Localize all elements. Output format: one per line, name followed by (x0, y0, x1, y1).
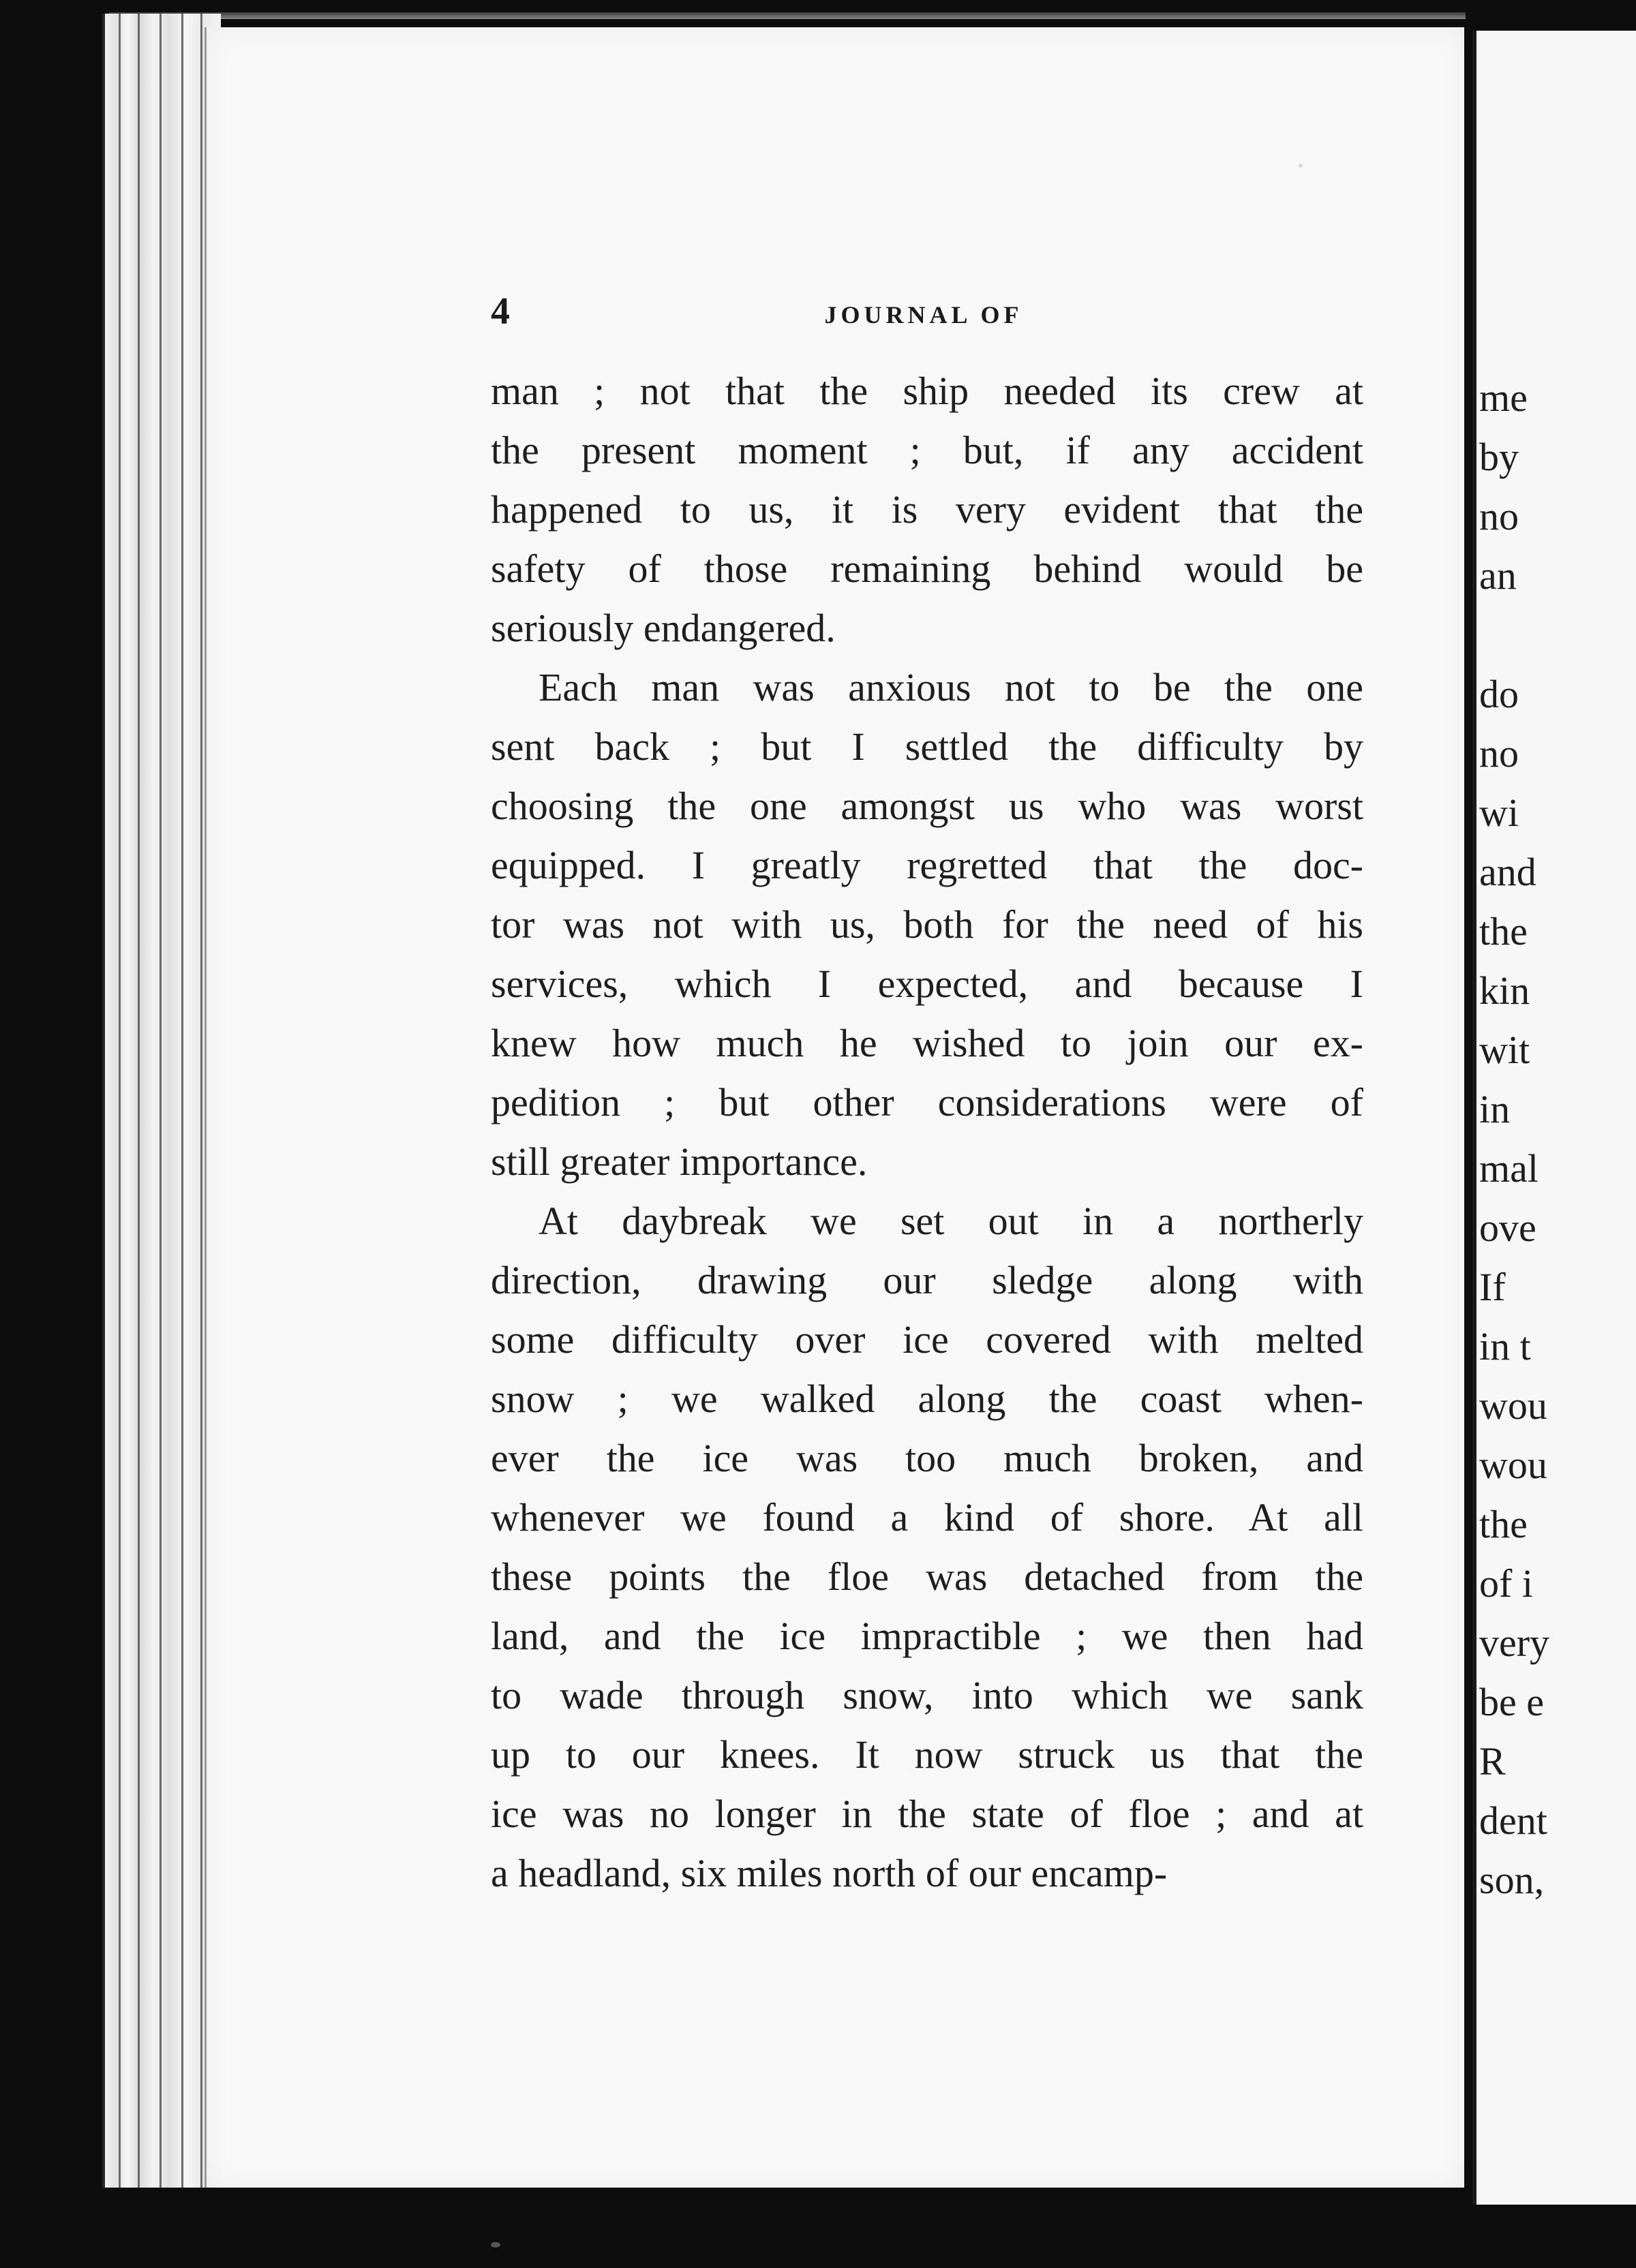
book-top-edge (109, 12, 1466, 19)
paragraph (491, 1191, 1363, 1903)
text-line: knew how much he wished to join our ex- (491, 1021, 1363, 1065)
text-line: whenever we found a kind of shore. At all (491, 1495, 1363, 1539)
facing-page-line: ove (1479, 1206, 1536, 1250)
facing-page-line: an (1479, 553, 1517, 598)
text-line: pedition ; but other considerations were of (491, 1080, 1363, 1124)
text-line: these points the floe was detached from the (491, 1554, 1363, 1599)
facing-page-line: kin (1479, 968, 1530, 1013)
page-stack-edges (102, 14, 221, 2188)
text-line: ever the ice was too much broken, and (491, 1436, 1363, 1480)
text-line: tor was not with us, both for the need of his (491, 902, 1363, 947)
text-line: safety of those remaining behind would be (491, 547, 1363, 591)
facing-page-line: in t (1479, 1324, 1531, 1368)
facing-page-line: son, (1479, 1858, 1545, 1902)
facing-page-text-fragments (1479, 368, 1636, 1910)
running-head: JOURNAL OF (824, 301, 1023, 328)
facing-page-line: If (1479, 1265, 1506, 1309)
text-line: happened to us, it is very evident that the (491, 487, 1363, 532)
text-line: equipped. I greatly regretted that the doc- (491, 843, 1363, 887)
text-line: snow ; we walked along the coast when- (491, 1377, 1363, 1421)
facing-page-line: the (1479, 1502, 1528, 1546)
paper-speck (1299, 164, 1303, 168)
facing-page-line: wit (1479, 1028, 1530, 1072)
facing-page-line: of i (1479, 1561, 1533, 1606)
page-number: 4 (491, 290, 510, 333)
text-line: a headland, six miles north of our encamp- (491, 1851, 1168, 1895)
text-line: choosing the one amongst us who was worst (491, 784, 1363, 828)
facing-page-line: do (1479, 672, 1519, 716)
paragraph (491, 658, 1363, 1191)
facing-page-line: wou (1479, 1443, 1547, 1487)
facing-page-line: very (1479, 1621, 1550, 1665)
facing-page-line: be e (1479, 1680, 1544, 1724)
text-line: Each man was anxious not to be the one (539, 665, 1363, 709)
text-line: ice was no longer in the state of floe ; and at (491, 1792, 1363, 1836)
text-line: man ; not that the ship needed its crew at (491, 369, 1363, 413)
text-line: land, and the ice impractible ; we then had (491, 1614, 1363, 1658)
text-line: some difficulty over ice covered with melted (491, 1317, 1363, 1362)
text-line: seriously endangered. (491, 606, 836, 650)
facing-page-line: by (1479, 435, 1519, 479)
page-body-text (491, 361, 1363, 1903)
facing-page-line: dent (1479, 1798, 1547, 1843)
facing-page-line: mal (1479, 1146, 1539, 1191)
facing-page-line (1479, 605, 1636, 664)
facing-page-line: no (1479, 731, 1519, 776)
text-line: to wade through snow, into which we sank (491, 1673, 1363, 1717)
text-line: services, which I expected, and because I (491, 962, 1363, 1006)
facing-page-line: R (1479, 1739, 1506, 1783)
page-header (491, 290, 1357, 337)
text-line: At daybreak we set out in a northerly (539, 1199, 1363, 1243)
paragraph (491, 361, 1363, 658)
facing-page-line: in (1479, 1087, 1511, 1131)
facing-page-line: wou (1479, 1383, 1547, 1428)
text-line: sent back ; but I settled the difficulty by (491, 724, 1363, 769)
facing-page-line: wi (1479, 791, 1519, 835)
facing-page-line: the (1479, 909, 1528, 953)
paper-speck (491, 2242, 500, 2248)
facing-page-line: no (1479, 494, 1519, 538)
text-line: the present moment ; but, if any accident (491, 428, 1363, 472)
text-line: up to our knees. It now struck us that the (491, 1732, 1363, 1777)
facing-page-line: me (1479, 376, 1528, 420)
facing-page-line: and (1479, 850, 1536, 894)
text-line: direction, drawing our sledge along with (491, 1258, 1363, 1302)
text-line: still greater importance. (491, 1139, 868, 1184)
